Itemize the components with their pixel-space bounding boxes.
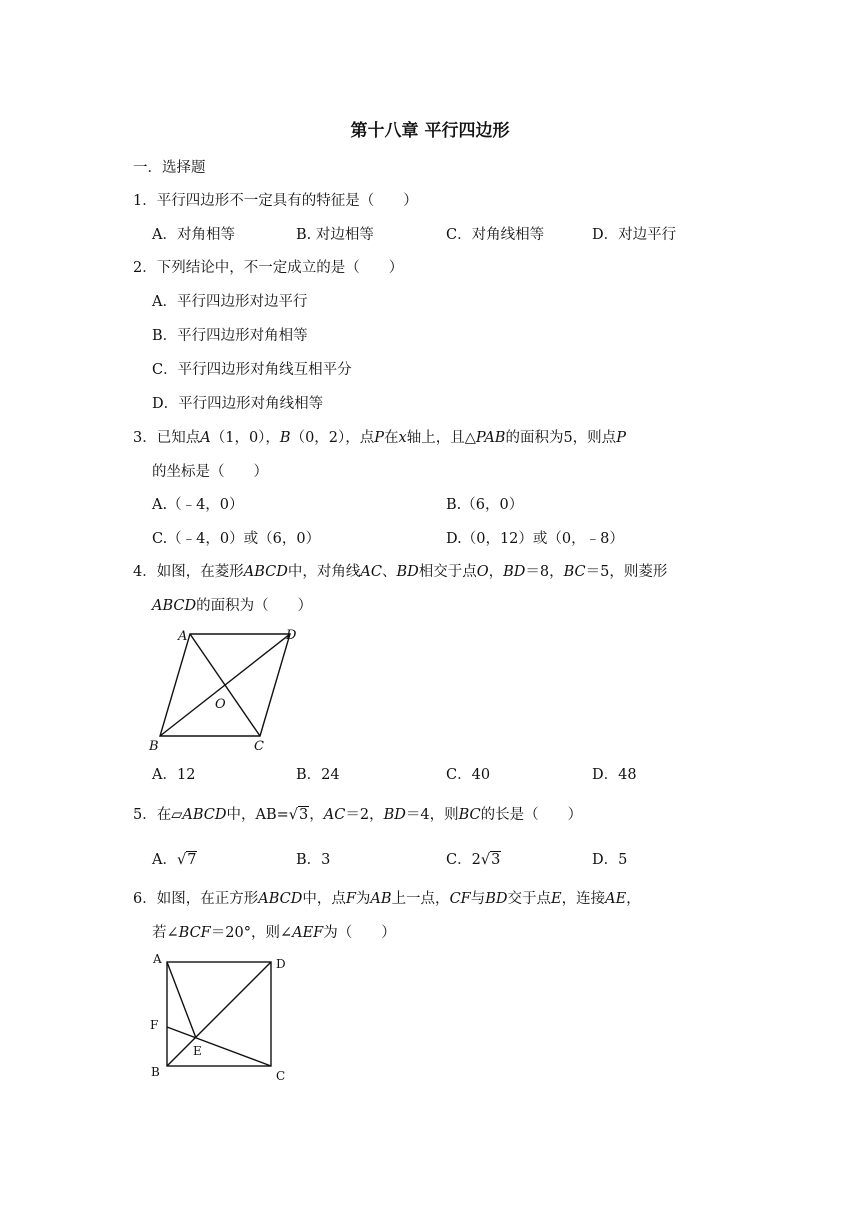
question-1-stem: 1．平行四边形不一定具有的特征是（ ） <box>133 193 418 209</box>
q4-option-b: B．24 <box>296 767 340 783</box>
question-4-stem-line2: ABCD的面积为（ ） <box>152 598 313 614</box>
q1-option-b: B. 对边相等 <box>296 227 374 243</box>
q5-option-d: D．5 <box>592 852 628 868</box>
q2-option-d: D．平行四边形对角线相等 <box>152 396 324 412</box>
q2-option-a: A．平行四边形对边平行 <box>152 294 308 310</box>
q1-option-c: C．对角线相等 <box>446 227 545 243</box>
q4-option-a: A．12 <box>152 767 196 783</box>
segment-ae <box>167 962 196 1038</box>
diagonal-bd <box>167 962 271 1066</box>
q5-option-c: C．2√3 <box>446 852 501 868</box>
label-d: D <box>276 957 286 971</box>
label-e: E <box>193 1044 202 1058</box>
diagonal-bd <box>160 634 290 736</box>
sqrt-symbol: √7 <box>176 852 197 868</box>
label-b: B <box>151 1065 160 1079</box>
q4-option-c: C．40 <box>446 767 491 783</box>
q3-option-c: C.（﹣4，0）或（6，0） <box>152 531 321 547</box>
label-f: F <box>150 1018 159 1032</box>
label-o: O <box>215 697 226 712</box>
sqrt-symbol: √3 <box>480 852 501 868</box>
label-a: A <box>153 952 162 966</box>
q5-option-b: B．3 <box>296 852 331 868</box>
question-5-stem: 5．在▱ABCD中，AB=√3，AC＝2，BD＝4，则BC的长是（ ） <box>133 807 583 823</box>
label-c: C <box>276 1069 286 1083</box>
q3-option-d: D.（0，12）或（0，﹣8） <box>446 531 624 547</box>
label-c: C <box>254 739 264 752</box>
rhombus-figure <box>140 622 320 752</box>
q1-option-a: A．对角相等 <box>152 227 235 243</box>
question-2-stem: 2．下列结论中，不一定成立的是（ ） <box>133 260 404 276</box>
segment-cf <box>167 1027 271 1066</box>
q4-option-d: D．48 <box>592 767 637 783</box>
q2-option-b: B．平行四边形对角相等 <box>152 328 308 344</box>
square-figure <box>143 950 303 1088</box>
question-4-stem: 4．如图，在菱形ABCD中，对角线AC、BD相交于点O，BD＝8，BC＝5，则菱形 <box>133 564 668 580</box>
q3-option-a: A.（﹣4，0） <box>152 497 244 513</box>
q3-option-b: B.（6，0） <box>446 497 524 513</box>
q5-option-a: A．√7 <box>152 852 197 868</box>
sqrt-symbol: √3 <box>288 807 309 823</box>
q2-option-c: C．平行四边形对角线互相平分 <box>152 362 352 378</box>
label-a: A <box>178 629 188 644</box>
label-b: B <box>149 739 159 752</box>
question-3-stem-line2: 的坐标是（ ） <box>152 464 268 480</box>
question-3-stem: 3．已知点A（1，0），B（0，2），点P在x轴上，且△PAB的面积为5，则点P <box>133 430 626 446</box>
label-d: D <box>286 628 297 643</box>
section-heading: 一．选择题 <box>133 160 206 176</box>
question-6-stem: 6．如图，在正方形ABCD中，点F为AB上一点，CF与BD交于点E，连接AE， <box>133 891 641 907</box>
question-6-stem-line2: 若∠BCF＝20°，则∠AEF为（ ） <box>152 925 396 941</box>
q1-option-d: D．对边平行 <box>592 227 677 243</box>
page-title: 第十八章 平行四边形 <box>350 121 510 141</box>
